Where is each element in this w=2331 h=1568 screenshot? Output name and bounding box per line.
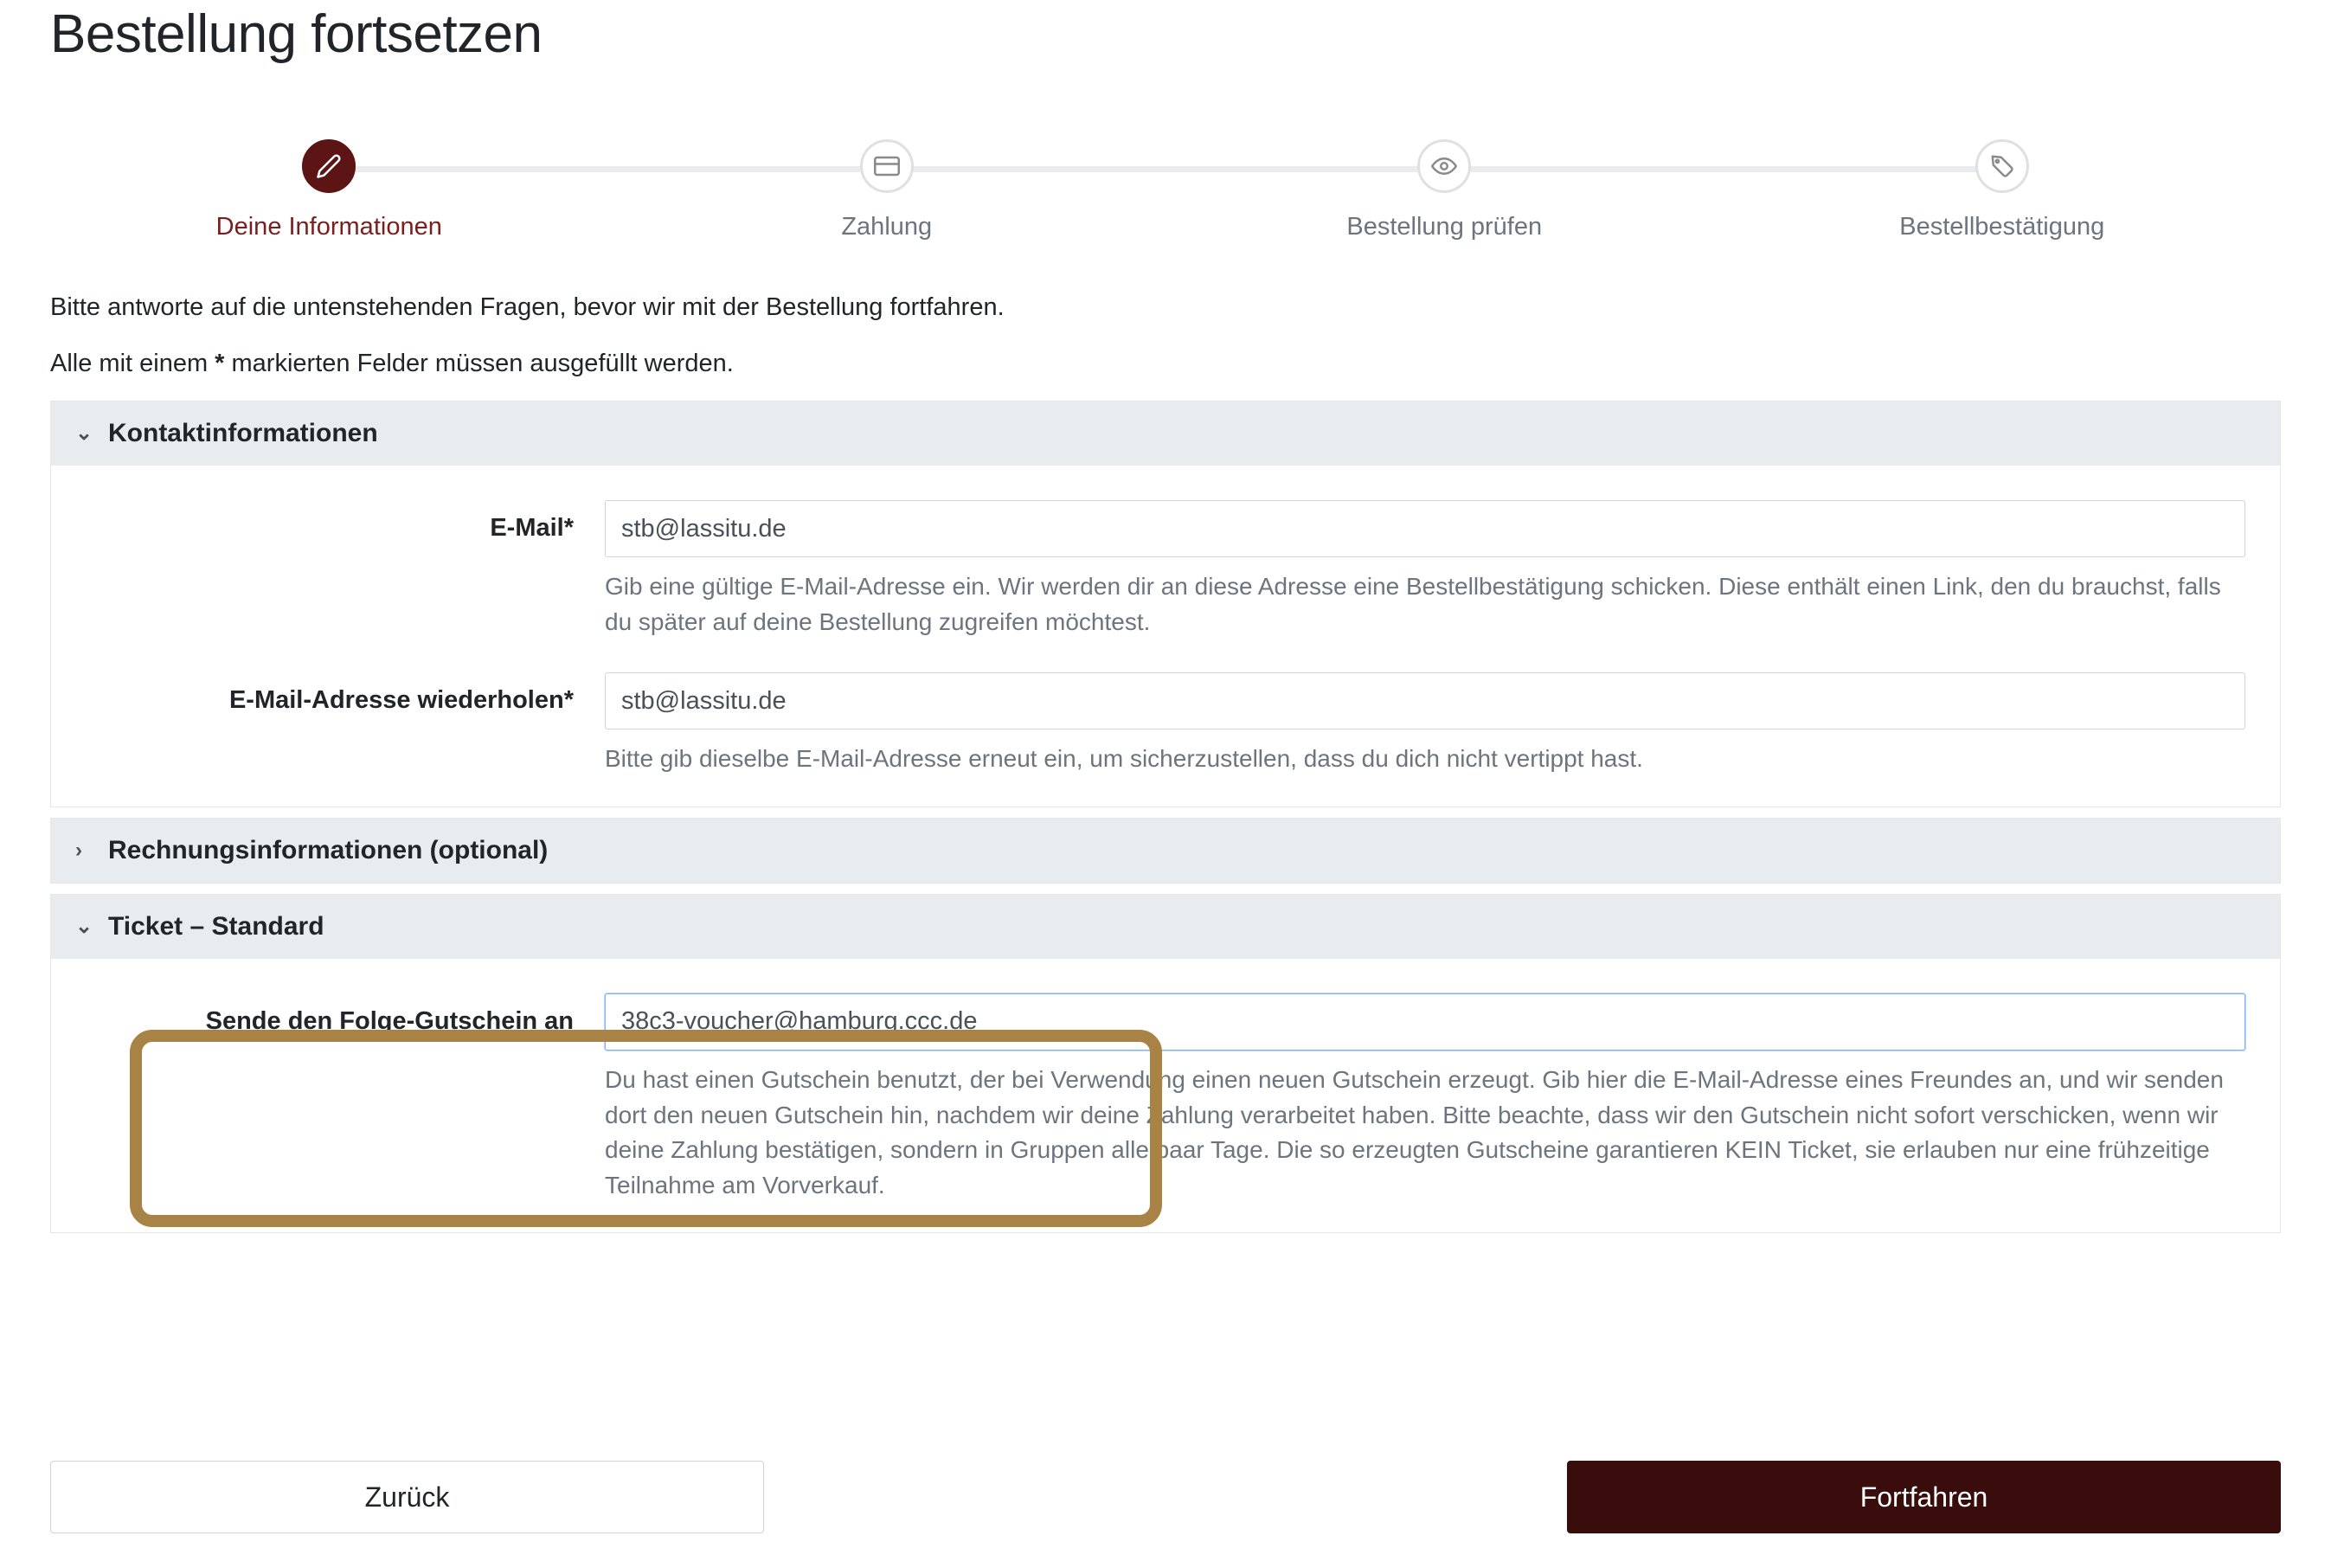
voucher-email-label: Sende den Folge-Gutschein an [205, 1006, 574, 1035]
panel-header-kontaktinformationen[interactable] [50, 401, 2281, 466]
email-help-text: Gib eine gültige E-Mail-Adresse ein. Wir werden dir an diese Adresse eine Bestellbestätigung schicken. Diese enthält einen Link, den du brauchst, falls du später auf deine Bestellung zugreifen möchtest. [605, 573, 2221, 635]
stepper-steps [50, 119, 2281, 242]
email-repeat-help-text: Bitte gib dieselbe E-Mail-Adresse erneut ein, um sicherzustellen, dass du dich nicht vertippt hast. [605, 745, 1643, 773]
panel-body-kontaktinformationen [50, 466, 2281, 807]
email-label: E-Mail* [490, 514, 574, 543]
chevron-down-icon: ⌄ [75, 914, 93, 938]
panel-header-rechnungsinformationen[interactable] [50, 818, 2281, 884]
step-connector-line [1444, 166, 2002, 172]
panel-ticket-standard [50, 894, 2281, 1233]
panel-body-ticket-standard [50, 959, 2281, 1233]
panel-kontaktinformationen [50, 401, 2281, 807]
email-repeat-field[interactable] [605, 672, 2245, 729]
panel-title: Ticket – Standard [108, 911, 324, 941]
step-label: Bestellbestätigung [1899, 213, 2105, 241]
field-row-email [51, 500, 2280, 639]
required-star: * [215, 350, 225, 378]
email-repeat-field-wrapper [605, 672, 2245, 777]
page-title: Bestellung fortsetzen [50, 4, 543, 64]
voucher-email-field-wrapper [605, 993, 2245, 1203]
intro-line-2 [50, 344, 2281, 383]
step-bestellbestaetigung[interactable] [1724, 119, 2282, 242]
step-deine-informationen[interactable] [50, 119, 608, 242]
email-field[interactable] [605, 500, 2245, 557]
tag-icon [1975, 139, 2029, 193]
step-zahlung[interactable] [608, 119, 1166, 242]
panel-title: Kontaktinformationen [108, 419, 378, 448]
field-row-voucher-email [51, 993, 2280, 1203]
intro-line-2-suffix: markierten Felder müssen ausgefüllt werden. [224, 350, 734, 378]
email-field-wrapper [605, 500, 2245, 639]
credit-card-icon [860, 139, 914, 193]
voucher-email-help-text: Du hast einen Gutschein benutzt, der bei Verwendung einen neuen Gutschein erzeugt. Gib hier die E-Mail-Adresse eines Freundes an, und wir senden dort den neuen Gutschein hin, nachdem wir deine Zahlung verarbeitet haben. Bitte beachte, dass wir den Gutschein nicht sofort verschicken, wenn wir deine Zahlung bestätigen, sondern in Gruppen alle paar Tage. Die so erzeugten Gutscheine garantieren KEIN Ticket, sie erlauben nur eine frühzeitige Teilnahme am Vorverkauf. [605, 1065, 2224, 1198]
chevron-down-icon: ⌄ [75, 421, 93, 446]
email-repeat-label: E-Mail-Adresse wiederholen* [228, 686, 574, 715]
step-label: Deine Informationen [215, 213, 442, 241]
field-row-email-repeat [51, 672, 2280, 777]
panel-rechnungsinformationen [50, 818, 2281, 884]
panel-title: Rechnungsinformationen (optional) [108, 835, 549, 864]
footer-actions [50, 1461, 2281, 1533]
continue-button[interactable]: Fortfahren [1567, 1461, 2281, 1533]
panel-header-ticket-standard[interactable] [50, 894, 2281, 959]
step-connector-line [329, 166, 887, 172]
intro-line-2-prefix: Alle mit einem [50, 350, 215, 378]
checkout-stepper [50, 119, 2281, 257]
step-label: Bestellung prüfen [1346, 213, 1543, 241]
back-button[interactable]: Zurück [50, 1461, 764, 1533]
step-label: Zahlung [841, 213, 933, 241]
chevron-right-icon: › [75, 838, 82, 862]
intro-text [50, 288, 2281, 383]
pencil-icon [302, 139, 356, 193]
eye-icon [1417, 139, 1471, 193]
step-connector-line [887, 166, 1445, 172]
step-bestellung-pruefen[interactable] [1166, 119, 1724, 242]
intro-line-1: Bitte antworte auf die untenstehenden Fragen, bevor wir mit der Bestellung fortfahren. [50, 293, 1005, 322]
voucher-email-field[interactable] [605, 993, 2245, 1051]
